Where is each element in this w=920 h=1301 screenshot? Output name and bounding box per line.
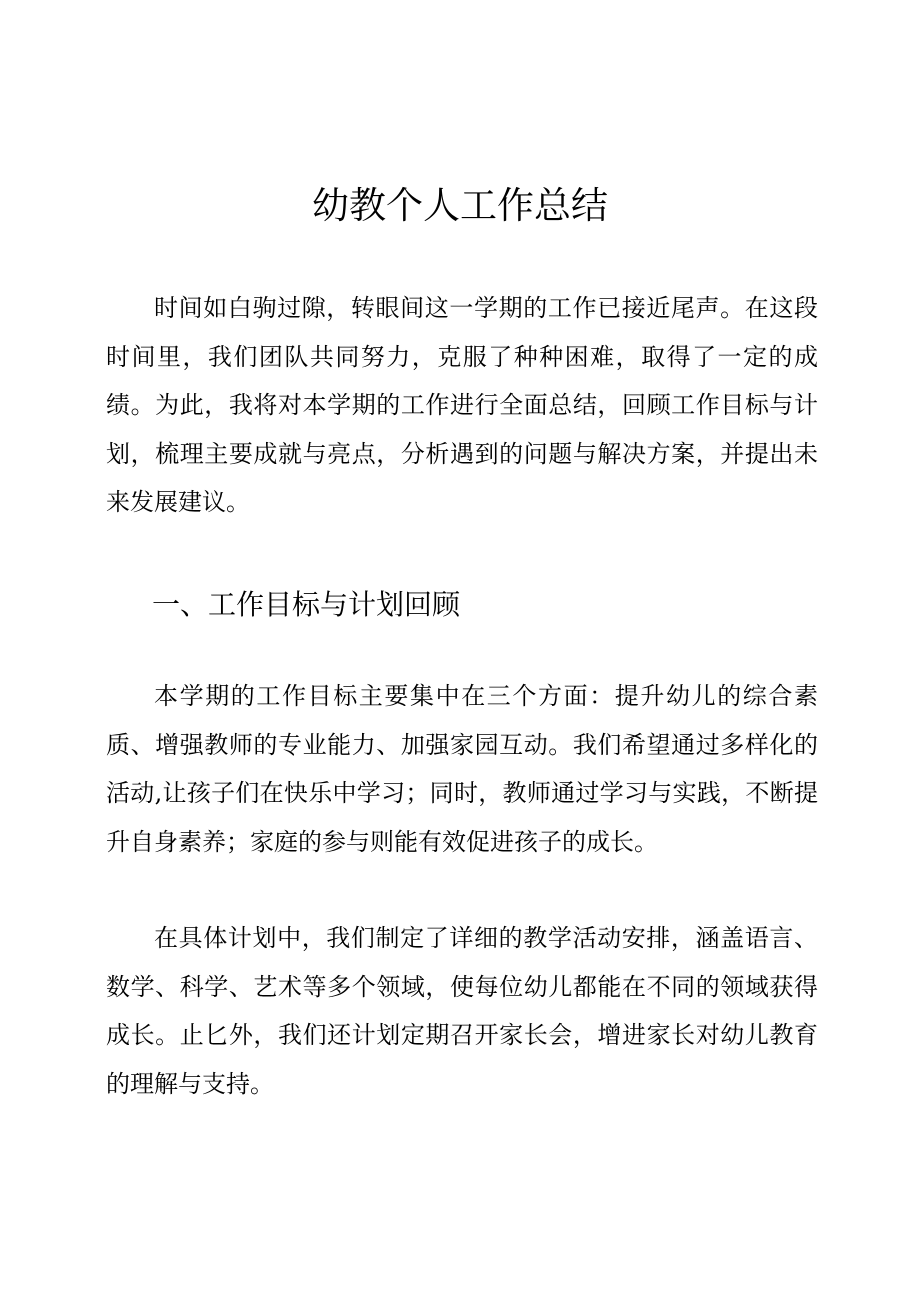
- goals-paragraph: 本学期的工作目标主要集中在三个方面：提升幼儿的综合素质、增强教师的专业能力、加强家园互动。我们希望通过多样化的活动,让孩子们在快乐中学习；同时，教师通过学习与实践，不断提升自身素养；家庭的参与则能有效促进孩子的成长。: [106, 682, 818, 856]
- intro-paragraph: 时间如白驹过隙，转眼间这一学期的工作已接近尾声。在这段时间里，我们团队共同努力，克服了种种困难，取得了一定的成绩。为此，我将对本学期的工作进行全面总结，回顾工作目标与计划，梳理主要成就与亮点，分析遇到的问题与解决方案，并提出未来发展建议。: [106, 294, 818, 516]
- plan-paragraph: 在具体计划中，我们制定了详细的教学活动安排，涵盖语言、数学、科学、艺术等多个领域，使每位幼儿都能在不同的领域获得成长。止匕外，我们还计划定期召开家长会，增进家长对幼儿教育的理解与支持。: [106, 924, 818, 1098]
- document-title: 幼教个人工作总结: [312, 184, 608, 227]
- section-heading: 一、工作目标与计划回顾: [152, 588, 461, 621]
